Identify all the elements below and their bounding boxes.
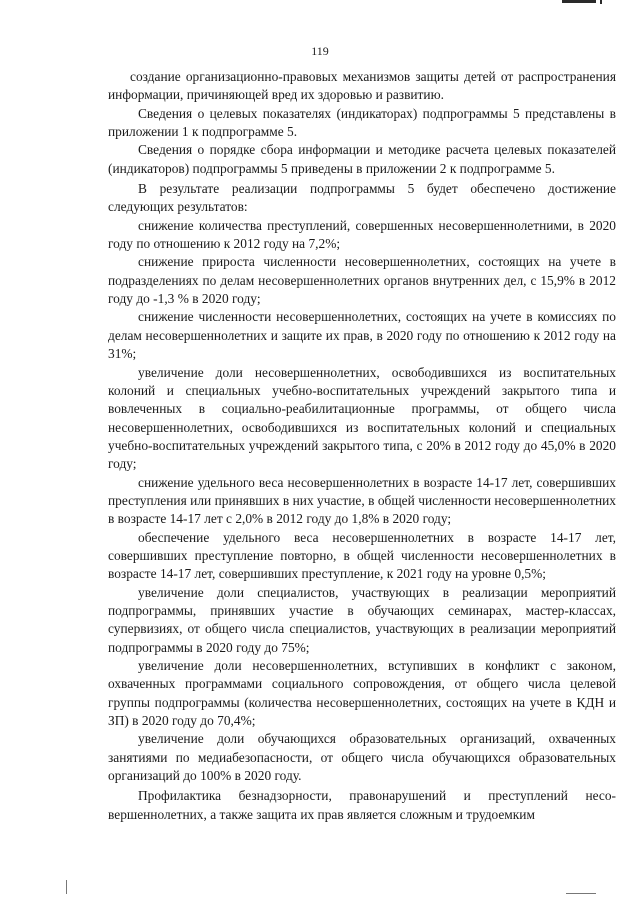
paragraph: Сведения о порядке сбора информации и методике расчета целевых показателей (индикаторов) подпрограммы 5 приведены в приложении 2 к подпрограмме 5. <box>108 142 616 176</box>
paragraph: создание организационно-правовых механизмов защиты детей от распространения информации, причиняющей вред их здоровью и развитию. <box>108 69 616 103</box>
paragraph: Профилактика безнадзорности, правонарушений и преступлений несовершеннолетних, а также защита их прав является сложным и трудоемким <box>108 788 616 822</box>
scan-artifact-bottom-right <box>566 893 596 894</box>
paragraph: увеличение доли несовершеннолетних, вступивших в конфликт с законом, охваченных программами социального сопровождения, от общего числа целевой группы подпрограммы (количества несовершеннолетних, состоящих на учете в КДН и ЗП) в 2020 году до 70,4%; <box>108 658 616 729</box>
paragraph: увеличение доли несовершеннолетних, освободившихся из воспитательных колоний и специальных учебно-воспитательных учреждений закрытого типа и вовлеченных в социально-реабилитационные программы, от общего числа несовершеннолетних, освободившихся из воспитательных колоний и специальных учебно-воспитательных учреждений закрытого типа, с 20% в 2012 году до 45,0% в 2020 году; <box>108 364 616 472</box>
paragraph: снижение прироста численности несовершеннолетних, состоящих на учете в подразделениях по делам несовершеннолетних органов внутренних дел, с 15,9% в 2012 году до -1,3 % в 2020 году; <box>108 254 616 307</box>
scan-artifact-top-right-tick <box>600 0 602 4</box>
paragraph: снижение количества преступлений, совершенных несовершеннолетними, в 2020 году по отношению к 2012 году на 7,2%; <box>108 217 616 252</box>
paragraph: обеспечение удельного веса несовершеннолетних в возрасте 14-17 лет, совершивших преступление повторно, в общей численности несовершеннолетних в возрасте 14-17 лет, совершивших преступление, к 2021 году на уровне 0,5%; <box>108 529 616 582</box>
body-text <box>108 68 616 824</box>
paragraph: снижение удельного веса несовершеннолетних в возрасте 14-17 лет, совершивших преступления или принявших в них участие, в общей численности несовершеннолетних в возрасте 14-17 лет с 2,0% в 2012 году до 1,8% в 2020 году; <box>108 474 616 527</box>
paragraph: Сведения о целевых показателях (индикаторах) подпрограммы 5 представлены в приложении 1 к подпрограмме 5. <box>108 105 616 140</box>
page-number: 119 <box>311 44 329 58</box>
paragraph: снижение численности несовершеннолетних, состоящих на учете в комиссиях по делам несовершеннолетних и защите их прав, в 2020 году по отношению к 2012 году на 31%; <box>108 309 616 362</box>
scan-artifact-top-right <box>562 0 596 3</box>
scan-artifact-left-margin <box>66 880 67 894</box>
paragraph: увеличение доли обучающихся образовательных организаций, охваченных занятиями по медиабезопасности, от общего числа обучающихся образовательных организаций до 100% в 2020 году. <box>108 731 616 784</box>
paragraph: В результате реализации подпрограммы 5 будет обеспечено достижение следующих результатов: <box>108 181 616 215</box>
paragraph: увеличение доли специалистов, участвующих в реализации мероприятий подпрограммы, принявших участие в обучающих семинарах, мастер-классах, супервизиях, от общего числа специалистов, участвующих в реализации мероприятий подпрограммы в 2020 году до 75%; <box>108 584 616 655</box>
